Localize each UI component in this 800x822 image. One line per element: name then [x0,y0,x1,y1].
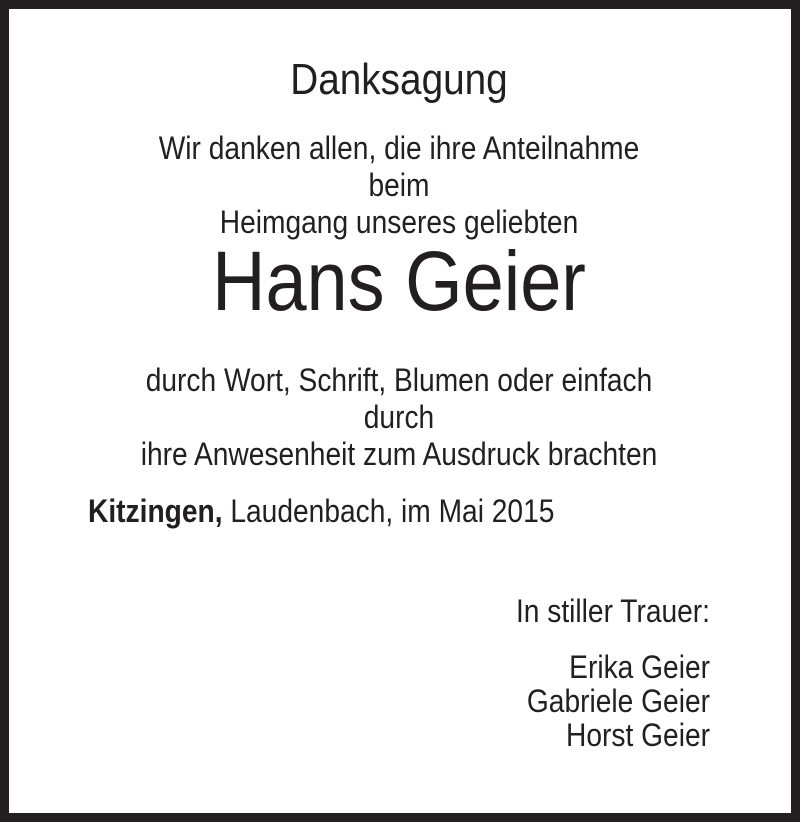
outro-line-1: durch Wort, Schrift, Blumen oder einfach durch [145,362,653,435]
mourner-name: Horst Geier [566,717,710,753]
outro-paragraph [125,362,672,473]
mourning-label: In stiller Trauer: [515,593,710,629]
mourners-list [163,650,710,752]
notice-title: Danksagung [290,55,508,104]
place-date-line [88,493,635,530]
place-date: Laudenbach, im Mai 2015 [222,493,555,529]
mourner-name: Erika Geier [569,649,710,685]
deceased-name: Hans Geier [212,234,586,328]
intro-line-1: Wir danken allen, die ihre Anteilnahme beim [158,130,640,203]
place-city: Kitzingen, [88,493,223,529]
intro-paragraph [125,130,672,241]
outro-line-2: ihre Anwesenheit zum Ausdruck brachten [140,436,658,472]
mourner-name: Gabriele Geier [526,683,710,719]
intro-line-2: Heimgang unseres geliebten [219,204,579,240]
